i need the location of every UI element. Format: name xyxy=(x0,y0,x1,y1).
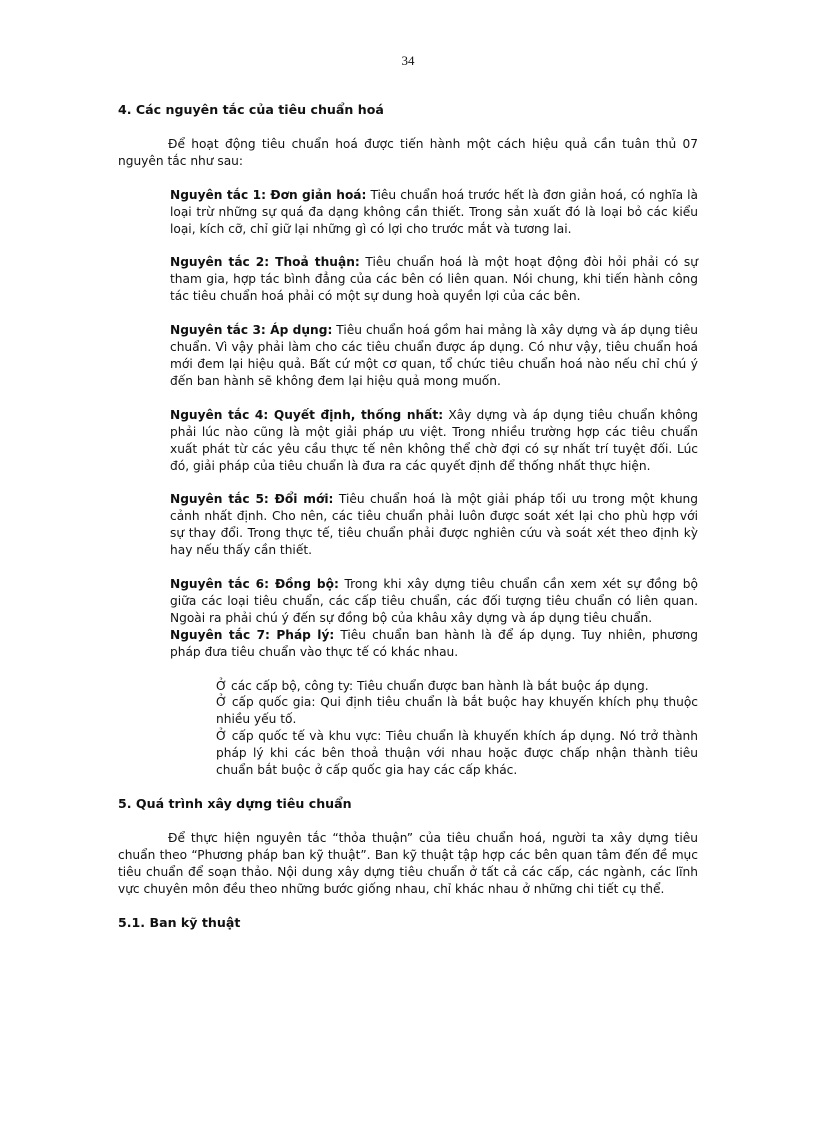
principle-1-label: Nguyên tắc 1: Đơn giản hoá: xyxy=(170,187,367,202)
level-national: Ở cấp quốc gia: Qui định tiêu chuẩn là bắt buộc hay khuyến khích phụ thuộc nhiều yếu tố. xyxy=(216,695,698,727)
principle-6 xyxy=(170,576,698,627)
principle-3-label: Nguyên tắc 3: Áp dụng: xyxy=(170,323,333,338)
principle-2 xyxy=(170,254,698,305)
section-5-heading: 5. Quá trình xây dựng tiêu chuẩn xyxy=(118,796,352,811)
section-4-intro: Để hoạt động tiêu chuẩn hoá được tiến hành một cách hiệu quả cần tuân thủ 07 nguyên tắc như sau: xyxy=(118,136,698,168)
principle-1 xyxy=(170,187,698,238)
section-4-heading: 4. Các nguyên tắc của tiêu chuẩn hoá xyxy=(118,102,384,117)
principle-2-label: Nguyên tắc 2: Thoả thuận: xyxy=(170,255,360,270)
principle-2-text: Tiêu chuẩn hoá là một hoạt động đòi hỏi phải có sự tham gia, hợp tác bình đẳng của các bên có liên quan. Nói chung, khi tiến hành công tác tiêu chuẩn hoá phải có một sự dung hoà quyền lợi của các bên. xyxy=(170,255,698,304)
principle-5 xyxy=(170,491,698,559)
principles-list xyxy=(170,187,698,661)
level-company: Ở các cấp bộ, công ty: Tiêu chuẩn được ban hành là bắt buộc áp dụng. xyxy=(216,678,649,693)
principle-1-text: Tiêu chuẩn hoá trước hết là đơn giản hoá, có nghĩa là loại trừ những sự quá đa dạng không cần thiết. Trong sản xuất đó là loại bỏ các kiểu loại, kích cỡ, chỉ giữ lại những gì có lợi cho trước mắt và tương lai. xyxy=(170,187,698,236)
section-5-paragraph: Để thực hiện nguyên tắc “thỏa thuận” của tiêu chuẩn hoá, người ta xây dựng tiêu chuẩn theo “Phương pháp ban kỹ thuật”. Ban kỹ thuật tập hợp các bên quan tâm đến đề mục tiêu chuẩn để soạn thảo. Nội dung xây dựng tiêu chuẩn ở tất cả các cấp, các ngành, các lĩnh vực chuyên môn đều theo những bước giống nhau, chỉ khác nhau ở những chi tiết cụ thể. xyxy=(118,830,698,896)
principle-7-text: Tiêu chuẩn ban hành là để áp dụng. Tuy nhiên, phương pháp đưa tiêu chuẩn vào thực tế có khác nhau. xyxy=(170,627,699,659)
principle-7-label: Nguyên tắc 7: Pháp lý: xyxy=(170,627,335,642)
principle-3-text: Tiêu chuẩn hoá gồm hai mảng là xây dựng và áp dụng tiêu chuẩn. Vì vậy phải làm cho các tiêu chuẩn được áp dụng. Có như vậy, tiêu chuẩn hoá mới đem lại hiệu quả. Bất cứ một cơ quan, tổ chức tiêu chuẩn hoá nào nếu chỉ chú ý đến ban hành sẽ không đem lại hiệu quả mong muốn. xyxy=(170,323,698,388)
principle-7 xyxy=(170,627,698,661)
level-international: Ở cấp quốc tế và khu vực: Tiêu chuẩn là khuyến khích áp dụng. Nó trở thành pháp lý khi các bên thoả thuận với nhau hoặc được chấp nhận thành tiêu chuẩn bắt buộc ở cấp quốc gia hay các cấp khác. xyxy=(216,729,698,778)
principle-4-label: Nguyên tắc 4: Quyết định, thống nhất: xyxy=(170,407,444,422)
levels-list xyxy=(216,678,698,779)
principle-5-label: Nguyên tắc 5: Đổi mới: xyxy=(170,492,334,507)
principle-5-text: Tiêu chuẩn hoá là một giải pháp tối ưu trong một khung cảnh nhất định. Cho nên, các tiêu chuẩn phải luôn được soát xét lại cho phù hợp với sự thay đổi. Trong thực tế, tiêu chuẩn phải được nghiên cứu và soát xét theo định kỳ hay nếu thấy cần thiết. xyxy=(170,492,699,558)
page-content xyxy=(118,102,698,931)
section-5-1-heading: 5.1. Ban kỹ thuật xyxy=(118,914,241,930)
page-number: 34 xyxy=(401,53,415,68)
principle-3 xyxy=(170,322,698,390)
principle-6-label: Nguyên tắc 6: Đồng bộ: xyxy=(170,577,339,592)
principle-6-text: Trong khi xây dựng tiêu chuẩn cần xem xét sự đồng bộ giữa các loại tiêu chuẩn, các cấp tiêu chuẩn, các đối tượng tiêu chuẩn có liên quan. Ngoài ra phải chú ý đến sự đồng bộ của khâu xây dựng và áp dụng tiêu chuẩn. xyxy=(170,577,698,625)
principle-4 xyxy=(170,407,698,475)
principle-4-text: Xây dựng và áp dụng tiêu chuẩn không phải lúc nào cũng là một giải pháp ưu việt. Trong nhiều trường hợp các tiêu chuẩn xuất phát từ các yêu cầu thực tế nên không thể chờ đợi có sự nhất trí tuyệt đối. Lúc đó, giải pháp của tiêu chuẩn là đưa ra các quyết định để thống nhất thực hiện. xyxy=(170,407,698,473)
